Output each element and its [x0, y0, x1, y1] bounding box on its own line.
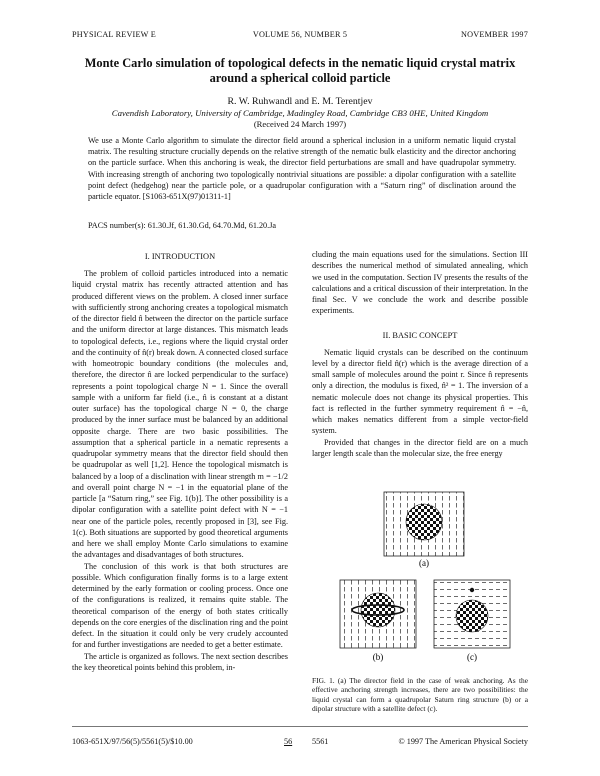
footer-rule	[72, 726, 528, 727]
figure-caption: FIG. 1. (a) The director field in the case of weak anchoring. As the effective anchoring strength increases, there are two possibilities: the liquid crystal can form a quadrupolar Saturn ring structure (b) or a dipolar structure with a satellite defect (c).	[312, 676, 528, 714]
panel-b	[340, 580, 416, 662]
copyright: © 1997 The American Physical Society	[398, 737, 528, 746]
paragraph: The article is organized as follows. The next section describes the key theoretical points behind this problem, in-	[72, 651, 288, 672]
page-number: 5561	[312, 737, 329, 746]
title-line-1: Monte Carlo simulation of topological defects in the nematic liquid crystal matrix	[84, 56, 516, 70]
right-column	[312, 249, 528, 459]
paragraph: Nematic liquid crystals can be described on the continuum level by a director field n̂(r) which is the average direction of a small sample of molecules around the point r. Since n̂ represents only a direction, the modulus is fixed, n̂² = 1. The inversion of a nematic molecule does not change its physical properties. This fact is reflected in the further symmetry requirement n̂ = −n̂, which makes nematics different from a simple vector-field system.	[312, 347, 528, 436]
panel-label-c: (c)	[467, 652, 477, 662]
volume-number: VOLUME 56, NUMBER 5	[252, 30, 348, 39]
footer-code: 1063-651X/97/56(5)/5561(5)/$10.00	[72, 737, 193, 746]
pacs-numbers: PACS number(s): 61.30.Jf, 61.30.Gd, 64.70.Md, 61.20.Ja	[88, 221, 277, 230]
volume-ref: 56	[284, 737, 293, 746]
abstract: We use a Monte Carlo algorithm to simulate the director field around a spherical inclusion in a uniform nematic liquid crystal matrix. The resulting structure crucially depends on the relative strength of the nematic bulk elasticity and the director anchoring on the particle surface. When this anchoring is weak, the director field perturbations are small and have quadrupolar symmetry. With increasing strength of anchoring two topologically nontrivial situations are possible: a dipolar configuration with a satellite point defect (hedgehog) near the particle pole, or a quadrupolar configuration with a “Saturn ring” of disclination around the particle equator. [S1063-651X(97)01311-1]	[88, 136, 516, 202]
affiliation: Cavendish Laboratory, University of Cambridge, Madingley Road, Cambridge CB3 0HE, United Kingdom	[111, 108, 489, 118]
basic-concept-text	[312, 347, 528, 460]
paragraph: The problem of colloid particles introduced into a nematic liquid crystal matrix has recently attracted attention and has produced different views on the problem. A closed inner surface with sufficiently strong anchoring creates a topological mismatch of the director field n̂ between the director on the particle surface and the uniform director at large distances. This mismatch leads to topological defects, i.e., regions where the liquid crystal order and the continuity of n̂(r) break down. A connected closed surface with homeotropic boundary conditions (the molecules and, therefore, the director n̂ are locked perpendicular to the surface) represents a point topological charge N = 1. Since the overall sample with a uniform far field (i.e., n̂ is constant at a distant outer surface) has the topological charge N = 0, the charge produced by the inner surface must be balanced by an additional opposite charge. There are two basic possibilities. The assumption that a spherical particle in a nematic represents a quadrupolar symmetry means that the director field should then be quadrupolar as well [1,2]. Hence the topological mismatch is balanced by a loop of a disclination with linear strength m = −1/2 and overall point charge N = −1 in the equatorial plane of the particle [a “Saturn ring,” see Fig. 1(b)]. The other possibility is a dipolar configuration with a satellite point defect with N = −1 near one of the particle poles, recently proposed in [3], see Fig. 1(c). Both situations are supported by good theoretical arguments and here we shall employ Monte Carlo simulations to examine the advantages and disadvantages of both structures.	[72, 269, 288, 560]
panel-a	[384, 492, 464, 568]
issue-date: NOVEMBER 1997	[461, 30, 528, 39]
section-heading-basic: II. BASIC CONCEPT	[382, 330, 458, 340]
intro-continuation: cluding the main equations used for the simulations. Section III describes the numerical method of simulated annealing, which we used in the computation. Section IV presents the results of the calculations and a critical discussion of their interpretation. In the final Sec. V we conclude the work and describe possible experiments.	[312, 250, 528, 316]
paper-title	[40, 56, 560, 86]
left-column	[72, 252, 288, 673]
title-line-2: around a spherical colloid particle	[209, 71, 391, 85]
paragraph: The conclusion of this work is that both structures are possible. Which configuration finally forms is to a large extent determined by the early formation or cooling process. Once one of the configurations is realized, it remains quite stable. The theoretical comparison of the energy of both states critically depends on the core energies of the disclination ring and the point defect. In the situation it could only be very crudely accounted for and further investigations are needed to get a better estimate.	[72, 561, 288, 650]
authors: R. W. Ruhwandl and E. M. Terentjev	[227, 96, 373, 107]
received-date: (Received 24 March 1997)	[253, 119, 347, 129]
panel-label-a: (a)	[419, 558, 429, 568]
figure-1	[334, 488, 514, 664]
section-heading-intro: I. INTRODUCTION	[144, 252, 216, 261]
journal-name: PHYSICAL REVIEW E	[72, 30, 156, 39]
panel-label-b: (b)	[372, 652, 384, 662]
intro-text	[72, 268, 288, 673]
panel-c	[434, 580, 510, 662]
paragraph: Provided that changes in the director field are on a much larger length scale than the molecular size, the free energy	[312, 437, 528, 458]
